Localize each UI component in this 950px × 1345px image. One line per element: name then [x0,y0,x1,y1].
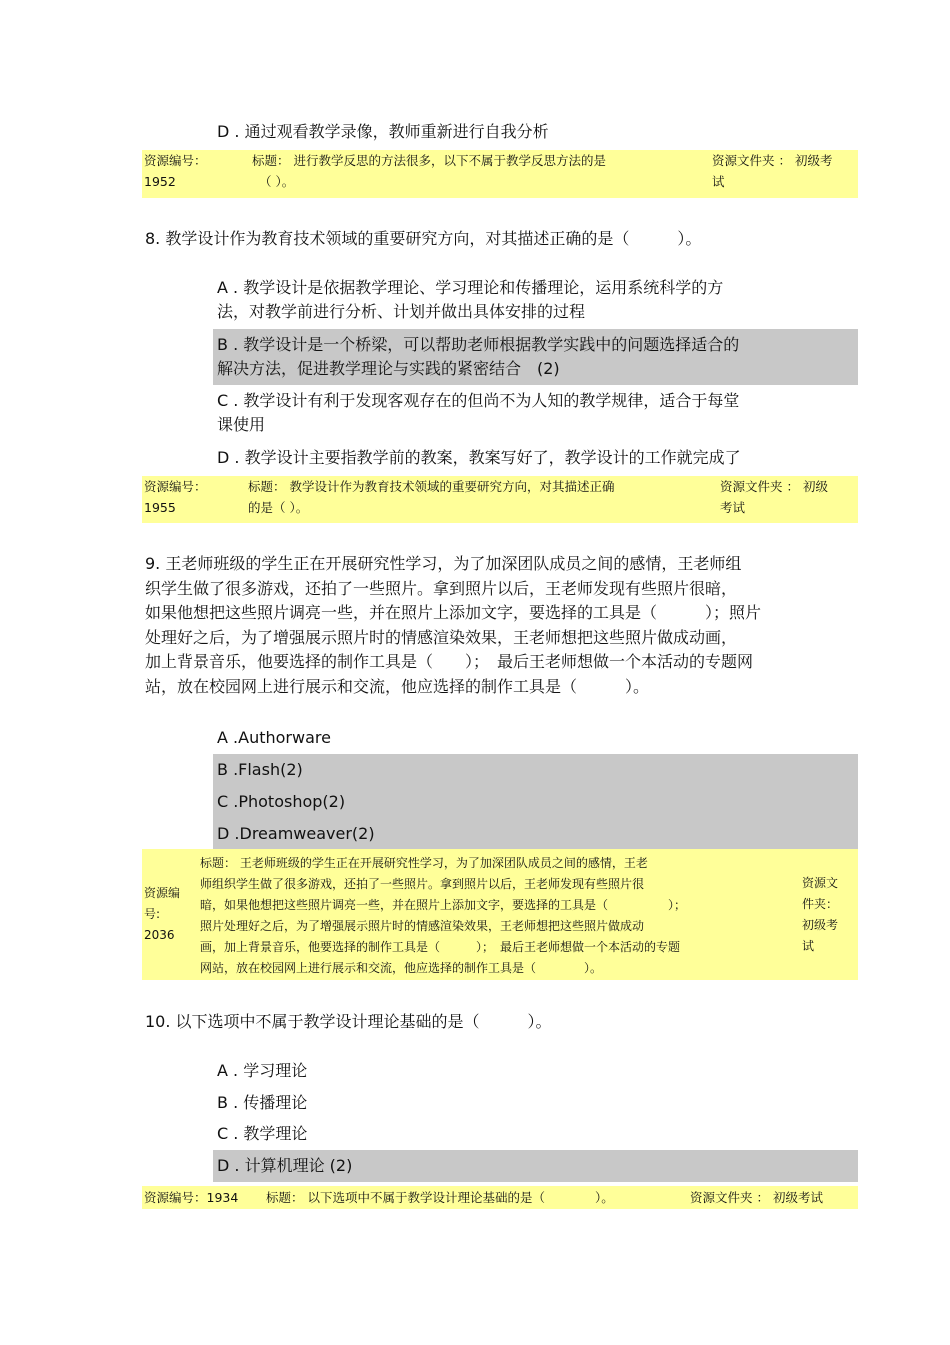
option-b-selected[interactable] [213,754,858,786]
option-text: A . 教学设计是依据教学理论、学习理论和传播理论，运用系统科学的方 [217,278,724,297]
question-line: 如果他想把这些照片调亮一些，并在照片上添加文字，要选择的工具是（ ）；照片 [145,603,762,622]
resource-title-cont: 暗，如果他想把这些照片调亮一些，并在照片上添加文字，要选择的工具是（ ）； [200,898,687,912]
resource-title: 标题： 以下选项中不属于教学设计理论基础的是（ ）。 [266,1190,614,1205]
question-line: 加上背景音乐，他要选择的制作工具是（ ）； 最后王老师想做一个本活动的专题网 [145,652,754,671]
resource-folder-cont: 试 [712,174,725,189]
resource-title-cont: 的是（ ）。 [248,500,309,515]
resource-id: 1955 [144,500,176,515]
resource-meta [142,150,858,198]
resource-meta [142,1186,858,1209]
option-text-cont: 解决方法，促进教学理论与实践的紧密结合 (2) [217,359,560,378]
option-text: D . 计算机理论 (2) [217,1156,353,1175]
option-b-selected[interactable] [213,329,858,385]
option-text: D .Dreamweaver(2) [217,824,375,843]
resource-folder-cont: 初级考 [802,918,839,932]
resource-folder: 资源文 [802,876,839,890]
question-9 [145,552,850,699]
option-text: B . 传播理论 [217,1093,308,1112]
resource-id: 1952 [144,174,176,189]
resource-id-label: 资源编号： [144,479,207,494]
option-a[interactable] [213,726,858,750]
resource-title-cont: 师组织学生做了很多游戏，还拍了一些照片。拿到照片以后，王老师发现有些照片很 [200,877,645,891]
option-text: B . 教学设计是一个桥梁，可以帮助老师根据教学实践中的问题选择适合的 [217,335,740,354]
resource-folder: 资源文件夹 ： 初级考试 [690,1190,823,1205]
resource-title-cont: 网站，放在校园网上进行展示和交流，他应选择的制作工具是（ ）。 [200,961,603,975]
resource-folder: 资源文件夹 ： 初级 [720,479,828,494]
resource-folder-cont: 件夹： [802,897,839,911]
question-line: 处理好之后，为了增强展示照片时的情感渲染效果，王老师想把这些照片做成动画， [145,627,738,647]
resource-folder-cont: 考试 [720,500,746,515]
option-d-selected[interactable] [213,1150,858,1182]
resource-title-cont: 照片处理好之后，为了增强展示照片时的情感渲染效果，王老师想把这些照片做成动 [200,919,645,933]
resource-title-cont: （ ）。 [259,174,295,189]
option-d-selected[interactable] [213,818,858,849]
option-text: A . 学习理论 [217,1061,308,1080]
option-text: C . 教学设计有利于发现客观存在的但尚不为人知的教学规律，适合于每堂 [217,391,740,410]
option-d[interactable] [213,446,858,470]
resource-folder: 资源文件夹 ： 初级考 [712,153,833,168]
question-line: 站，放在校园网上进行展示和交流，他应选择的制作工具是（ ）。 [145,676,650,696]
resource-title-cont: 画，加上背景音乐，他要选择的制作工具是（ ）； 最后王老师想做一个本活动的专题 [200,940,681,954]
resource-title: 标题： 进行教学反思的方法很多，以下不属于教学反思方法的是 [252,153,606,168]
option-a[interactable] [213,1059,858,1083]
option-text-cont: 课使用 [217,415,266,434]
option-text: D . 教学设计主要指教学前的教案，教案写好了，教学设计的工作就完成了 [217,448,741,467]
option-text: C . 教学理论 [217,1124,308,1143]
option-text: D . 通过观看教学录像，教师重新进行自我分析 [217,122,549,141]
resource-id: 资源编号：1934 [144,1190,239,1205]
question-8: 8. 教学设计作为教育技术领域的重要研究方向，对其描述正确的是（ ）。 [145,229,702,248]
option-text-cont: 法，对教学前进行分析、计划并做出具体安排的过程 [217,302,586,321]
option-b[interactable] [213,1091,858,1115]
question-line: 9. 王老师班级的学生正在开展研究性学习，为了加深团队成员之间的感情，王老师组 [145,554,742,573]
question-line: 织学生做了很多游戏，还拍了一些照片。拿到照片以后，王老师发现有些照片很暗， [145,578,738,598]
option-c[interactable] [213,389,858,437]
option-c-selected[interactable] [213,786,858,818]
resource-meta [142,849,858,980]
resource-folder-cont: 试 [802,939,815,953]
option-c[interactable] [213,1122,858,1146]
option-d[interactable] [213,120,858,144]
resource-meta [142,476,858,523]
option-text: A .Authorware [217,728,331,747]
option-text: B .Flash(2) [217,760,303,779]
resource-title: 标题： 王老师班级的学生正在开展研究性学习，为了加深团队成员之间的感情，王老 [200,856,648,870]
resource-id-label-cont: 号: [144,907,161,921]
resource-title: 标题： 教学设计作为教育技术领域的重要研究方向，对其描述正确 [248,479,615,494]
resource-id-label: 资源编号： [144,153,207,168]
option-a[interactable] [213,276,858,324]
resource-id-label: 资源编 [144,886,181,900]
option-text: C .Photoshop(2) [217,792,346,811]
question-10: 10. 以下选项中不属于教学设计理论基础的是（ ）。 [145,1012,552,1031]
resource-id: 2036 [144,928,175,942]
